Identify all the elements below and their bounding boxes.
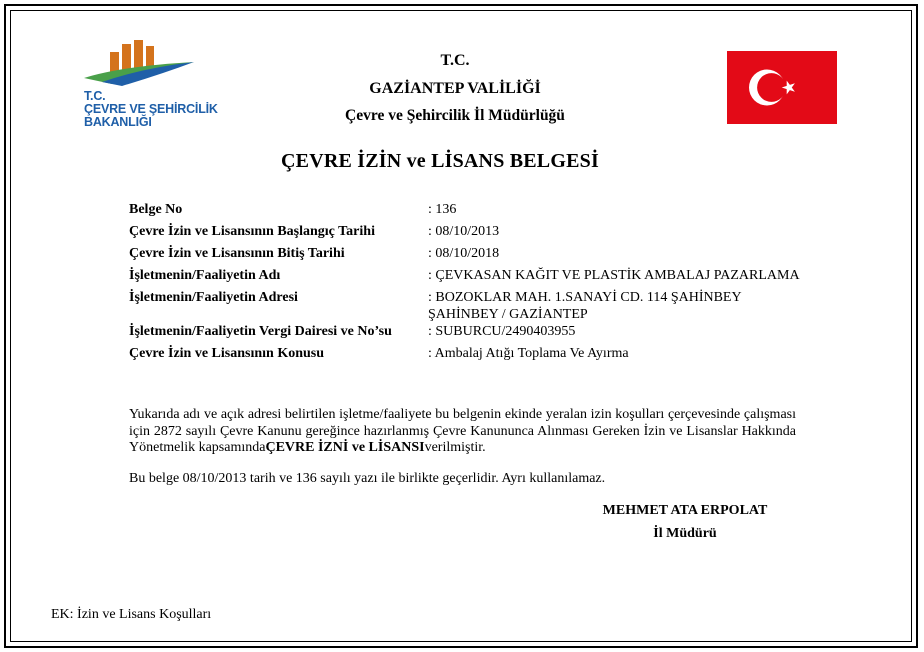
validity-statement: Bu belge 08/10/2013 tarih ve 136 sayılı yazı ile birlikte geçerlidir. Ayrı kullanılamaz. (129, 471, 606, 486)
main-paragraph (129, 407, 796, 457)
logo-line2: ÇEVRE VE ŞEHİRCİLİK (84, 102, 218, 116)
field-value-end-date: : 08/10/2018 (428, 246, 500, 261)
field-label-business-name: İşletmenin/Faaliyetin Adı (129, 268, 281, 283)
field-value-subject: : Ambalaj Atığı Toplama Ve Ayırma (428, 346, 629, 361)
field-label-tax-office: İşletmenin/Faaliyetin Vergi Dairesi ve No’su (129, 324, 392, 339)
field-value-address-line2: ŞAHİNBEY / GAZİANTEP (428, 307, 588, 322)
field-value-tax-office: : SUBURCU/2490403955 (428, 324, 576, 339)
attachment-note: EK: İzin ve Lisans Koşulları (51, 607, 212, 622)
field-value-business-name: : ÇEVKASAN KAĞIT VE PLASTİK AMBALAJ PAZARLAMA (428, 268, 800, 283)
signatory-name: MEHMET ATA ERPOLAT (602, 503, 768, 518)
field-value-belge-no: : 136 (428, 202, 457, 217)
field-label-address: İşletmenin/Faaliyetin Adresi (129, 290, 298, 305)
field-value-address: : BOZOKLAR MAH. 1.SANAYİ CD. 114 ŞAHİNBEY (428, 290, 742, 305)
ministry-logo (82, 38, 218, 138)
signatory-title: İl Müdürü (653, 526, 717, 541)
field-label-end-date: Çevre İzin ve Lisansının Bitiş Tarihi (129, 246, 345, 261)
logo-line3: BAKANLIĞI (84, 115, 152, 129)
ministry-logo-text (84, 90, 218, 129)
header-line1: T.C. (440, 52, 470, 69)
ministry-logo-icon (82, 38, 212, 88)
paragraph-text: Yukarıda adı ve açık adresi belirtilen işletme/faaliyete bu belgenin ekinde yeralan izin koşulları çerçevesinde çalışması için 2872 sayılı Çevre Kanunu gereğince hazırlanmış Çevre Kanununca Alınması Gereken İzin ve Lisanslar Hakkında Yönetmelik kapsamında (129, 407, 796, 455)
field-label-subject: Çevre İzin ve Lisansının Konusu (129, 346, 325, 361)
paragraph-bold: ÇEVRE İZNİ ve LİSANSI (265, 440, 425, 455)
field-value-start-date: : 08/10/2013 (428, 224, 500, 239)
paragraph-end: verilmiştir. (424, 440, 486, 455)
field-label-belge-no: Belge No (129, 202, 183, 217)
field-label-start-date: Çevre İzin ve Lisansının Başlangıç Tarihi (129, 224, 375, 239)
header-line3: Çevre ve Şehircilik İl Müdürlüğü (345, 107, 565, 124)
turkish-flag-icon (727, 51, 837, 124)
document-title: ÇEVRE İZİN ve LİSANS BELGESİ (281, 150, 599, 172)
header-line2: GAZİANTEP VALİLİĞİ (369, 80, 541, 97)
logo-line1: T.C. (84, 89, 106, 103)
